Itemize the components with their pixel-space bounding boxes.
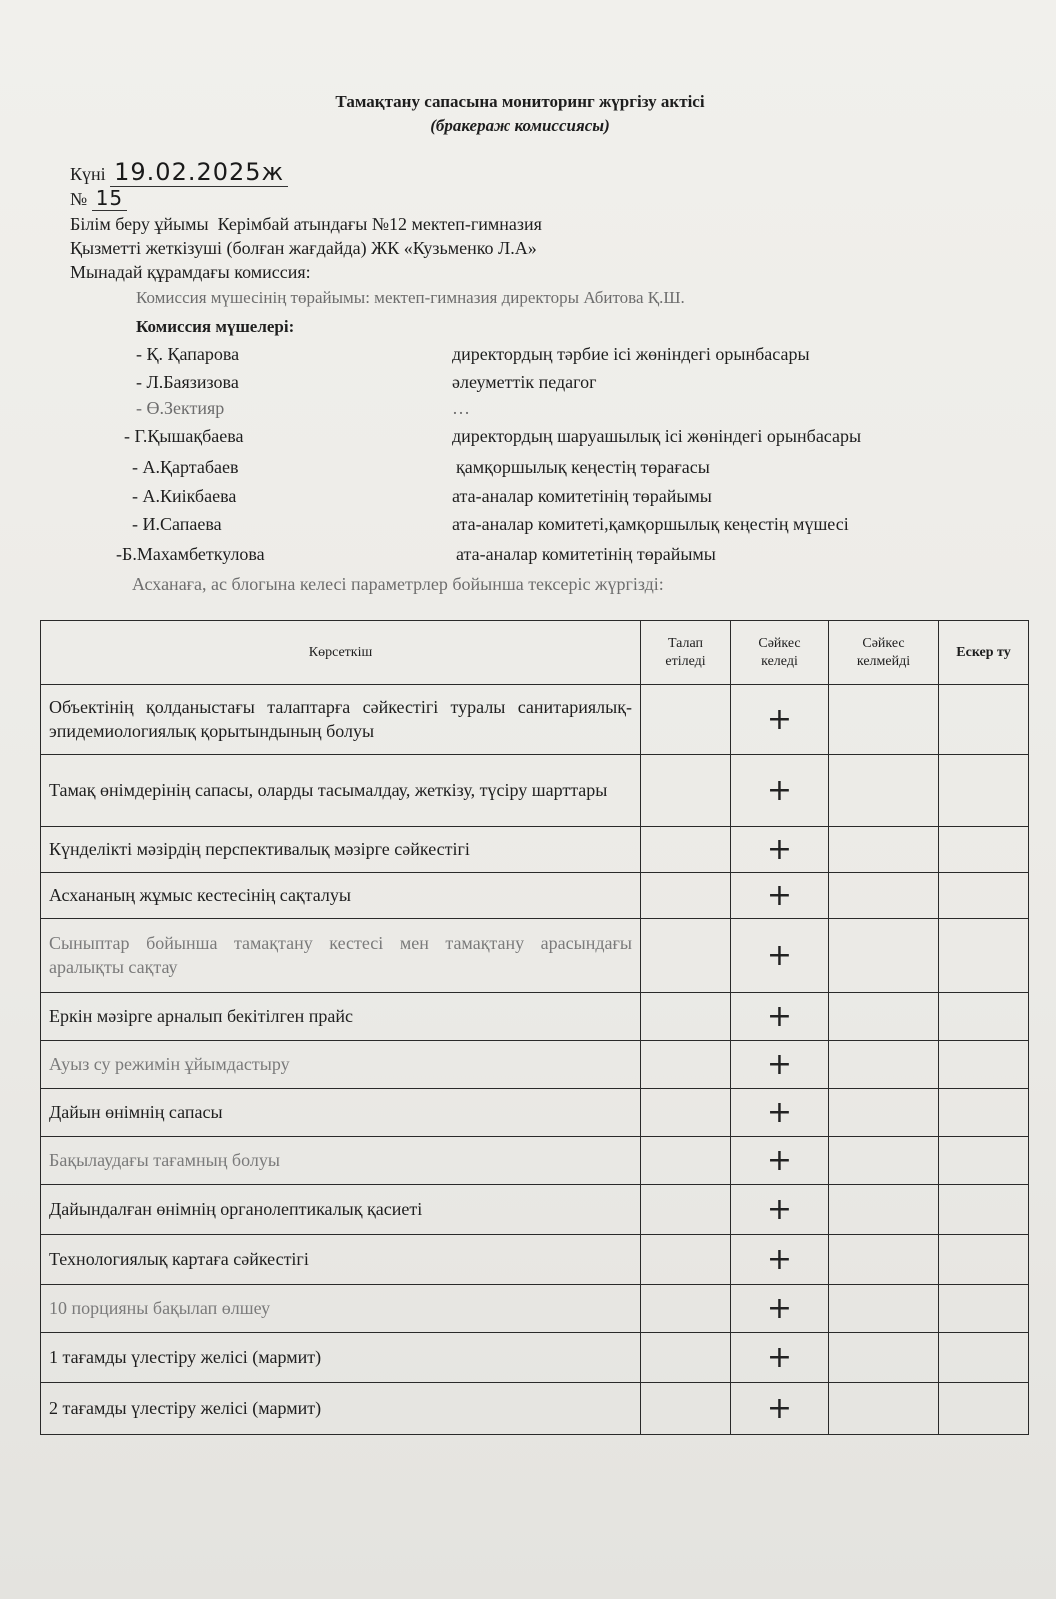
complies-mark: + (731, 1383, 829, 1435)
complies-mark: + (731, 873, 829, 919)
table-row (41, 993, 1029, 1041)
required-cell (641, 685, 731, 755)
table-row (41, 755, 1029, 827)
complies-mark: + (731, 1137, 829, 1185)
required-cell (641, 873, 731, 919)
required-cell (641, 1383, 731, 1435)
note-cell (939, 1285, 1029, 1333)
table-row (41, 1137, 1029, 1185)
member-name: - Л.Баязизова (136, 372, 239, 392)
required-cell (641, 1041, 731, 1089)
complies-mark: + (731, 1235, 829, 1285)
row-label: Тамақ өнімдерінің сапасы, оларды тасымалдау, жеткізу, түсіру шарттары (41, 755, 641, 827)
table-row (41, 1383, 1029, 1435)
not-complies-cell (829, 1235, 939, 1285)
member-role: директордың тәрбие ісі жөніндегі орынбасары (452, 344, 810, 364)
note-cell (939, 993, 1029, 1041)
row-label: Сыныптар бойынша тамақтану кестесі мен тамақтану арасындағы аралықты сақтау (41, 919, 641, 993)
table-row (41, 827, 1029, 873)
table-row (41, 685, 1029, 755)
date-value: 19.02.2025ж (110, 158, 288, 187)
required-cell (641, 1333, 731, 1383)
complies-mark: + (731, 685, 829, 755)
not-complies-cell (829, 1041, 939, 1089)
supplier-label: Қызметті жеткізуші (болған жағдайда) (70, 238, 367, 258)
not-complies-cell (829, 919, 939, 993)
note-cell (939, 1041, 1029, 1089)
table-row (41, 1041, 1029, 1089)
row-label: 10 порцияны бақылап өлшеу (41, 1285, 641, 1333)
required-cell (641, 1137, 731, 1185)
not-complies-cell (829, 1137, 939, 1185)
not-complies-cell (829, 993, 939, 1041)
complies-mark: + (731, 755, 829, 827)
org-value: Керімбай атындағы №12 мектеп-гимназия (217, 214, 542, 234)
org-label: Білім беру ұйымы (70, 214, 209, 234)
supplier-value: ЖК «Кузьменко Л.А» (371, 238, 537, 258)
not-complies-cell (829, 1333, 939, 1383)
member-role: әлеуметтік педагог (452, 372, 597, 392)
note-cell (939, 873, 1029, 919)
row-label: Бақылаудағы тағамның болуы (41, 1137, 641, 1185)
column-header: Талап етіледі (641, 621, 731, 685)
note-cell (939, 827, 1029, 873)
member-name: -Б.Махамбеткулова (116, 544, 265, 564)
row-label: Объектінің қолданыстағы талаптарға сәйкестігі туралы санитариялық-эпидемиологиялық қорытындының болуы (41, 685, 641, 755)
document-subtitle: (бракераж комиссиясы) (430, 116, 610, 135)
members-heading: Комиссия мүшелері: (136, 317, 295, 336)
not-complies-cell (829, 1089, 939, 1137)
note-cell (939, 755, 1029, 827)
note-cell (939, 1333, 1029, 1383)
complies-mark: + (731, 993, 829, 1041)
column-header: Ескер ту (939, 621, 1029, 685)
table-row (41, 1333, 1029, 1383)
required-cell (641, 993, 731, 1041)
not-complies-cell (829, 1383, 939, 1435)
inspection-line: Асханаға, ас блогына келесі параметрлер бойынша тексеріс жүргізді: (132, 574, 664, 594)
member-role: директордың шаруашылық ісі жөніндегі орынбасары (452, 426, 862, 446)
note-cell (939, 685, 1029, 755)
table-row (41, 1185, 1029, 1235)
member-name: - Қ. Қапарова (136, 344, 240, 364)
supplier-line (70, 238, 537, 259)
table-header-row (41, 621, 1029, 685)
row-label: 1 тағамды үлестіру желісі (мармит) (41, 1333, 641, 1383)
number-line (70, 186, 127, 210)
table-row (41, 1235, 1029, 1285)
complies-mark: + (731, 1041, 829, 1089)
column-header: Сәйкес келмейді (829, 621, 939, 685)
required-cell (641, 1089, 731, 1137)
member-role: қамқоршылық кеңестің төрағасы (456, 457, 710, 477)
row-label: Асхананың жұмыс кестесінің сақталуы (41, 873, 641, 919)
note-cell (939, 1235, 1029, 1285)
row-label: Еркін мәзірге арналып бекітілген прайс (41, 993, 641, 1041)
complies-mark: + (731, 827, 829, 873)
required-cell (641, 755, 731, 827)
note-cell (939, 1137, 1029, 1185)
table-row (41, 1089, 1029, 1137)
row-label: Дайындалған өнімнің органолептикалық қасиеті (41, 1185, 641, 1235)
not-complies-cell (829, 685, 939, 755)
required-cell (641, 1285, 731, 1333)
member-role: … (452, 398, 470, 418)
complies-mark: + (731, 1333, 829, 1383)
complies-mark: + (731, 1185, 829, 1235)
date-line (70, 158, 288, 186)
member-role: ата-аналар комитеті,қамқоршылық кеңестің мүшесі (452, 514, 849, 534)
note-cell (939, 1089, 1029, 1137)
member-name: - Ө.Зектияр (136, 398, 225, 418)
row-label: Ауыз су режимін ұйымдастыру (41, 1041, 641, 1089)
not-complies-cell (829, 1285, 939, 1333)
number-label: № (70, 189, 88, 209)
document-title: Тамақтану сапасына мониторинг жүргізу актісі (335, 92, 705, 111)
row-label: Дайын өнімнің сапасы (41, 1089, 641, 1137)
inspection-table (40, 620, 1029, 1435)
note-cell (939, 919, 1029, 993)
member-role: ата-аналар комитетінің төрайымы (452, 486, 712, 506)
member-name: - А.Қартабаев (132, 457, 239, 477)
not-complies-cell (829, 1185, 939, 1235)
date-label: Күні (70, 164, 106, 184)
table-row (41, 873, 1029, 919)
member-name: - А.Киікбаева (132, 486, 237, 506)
required-cell (641, 827, 731, 873)
complies-mark: + (731, 1285, 829, 1333)
required-cell (641, 1235, 731, 1285)
row-label: Күнделікті мәзірдің перспективалық мәзірге сәйкестігі (41, 827, 641, 873)
not-complies-cell (829, 755, 939, 827)
member-role: ата-аналар комитетінің төрайымы (456, 544, 716, 564)
table-row (41, 919, 1029, 993)
column-header: Сәйкес келеді (731, 621, 829, 685)
column-header: Көрсеткіш (41, 621, 641, 685)
commission-intro: Мынадай құрамдағы комиссия: (70, 262, 311, 282)
row-label: 2 тағамды үлестіру желісі (мармит) (41, 1383, 641, 1435)
org-line (70, 214, 542, 235)
row-label: Технологиялық картаға сәйкестігі (41, 1235, 641, 1285)
member-name: - И.Сапаева (132, 514, 222, 534)
not-complies-cell (829, 827, 939, 873)
member-name: - Г.Қышақбаева (124, 426, 244, 446)
note-cell (939, 1185, 1029, 1235)
note-cell (939, 1383, 1029, 1435)
chair-line: Комиссия мүшесінің төрайымы: мектеп-гимназия директоры Абитова Қ.Ш. (136, 288, 685, 307)
table-row (41, 1285, 1029, 1333)
required-cell (641, 1185, 731, 1235)
not-complies-cell (829, 873, 939, 919)
number-value: 15 (92, 186, 127, 211)
complies-mark: + (731, 919, 829, 993)
complies-mark: + (731, 1089, 829, 1137)
required-cell (641, 919, 731, 993)
